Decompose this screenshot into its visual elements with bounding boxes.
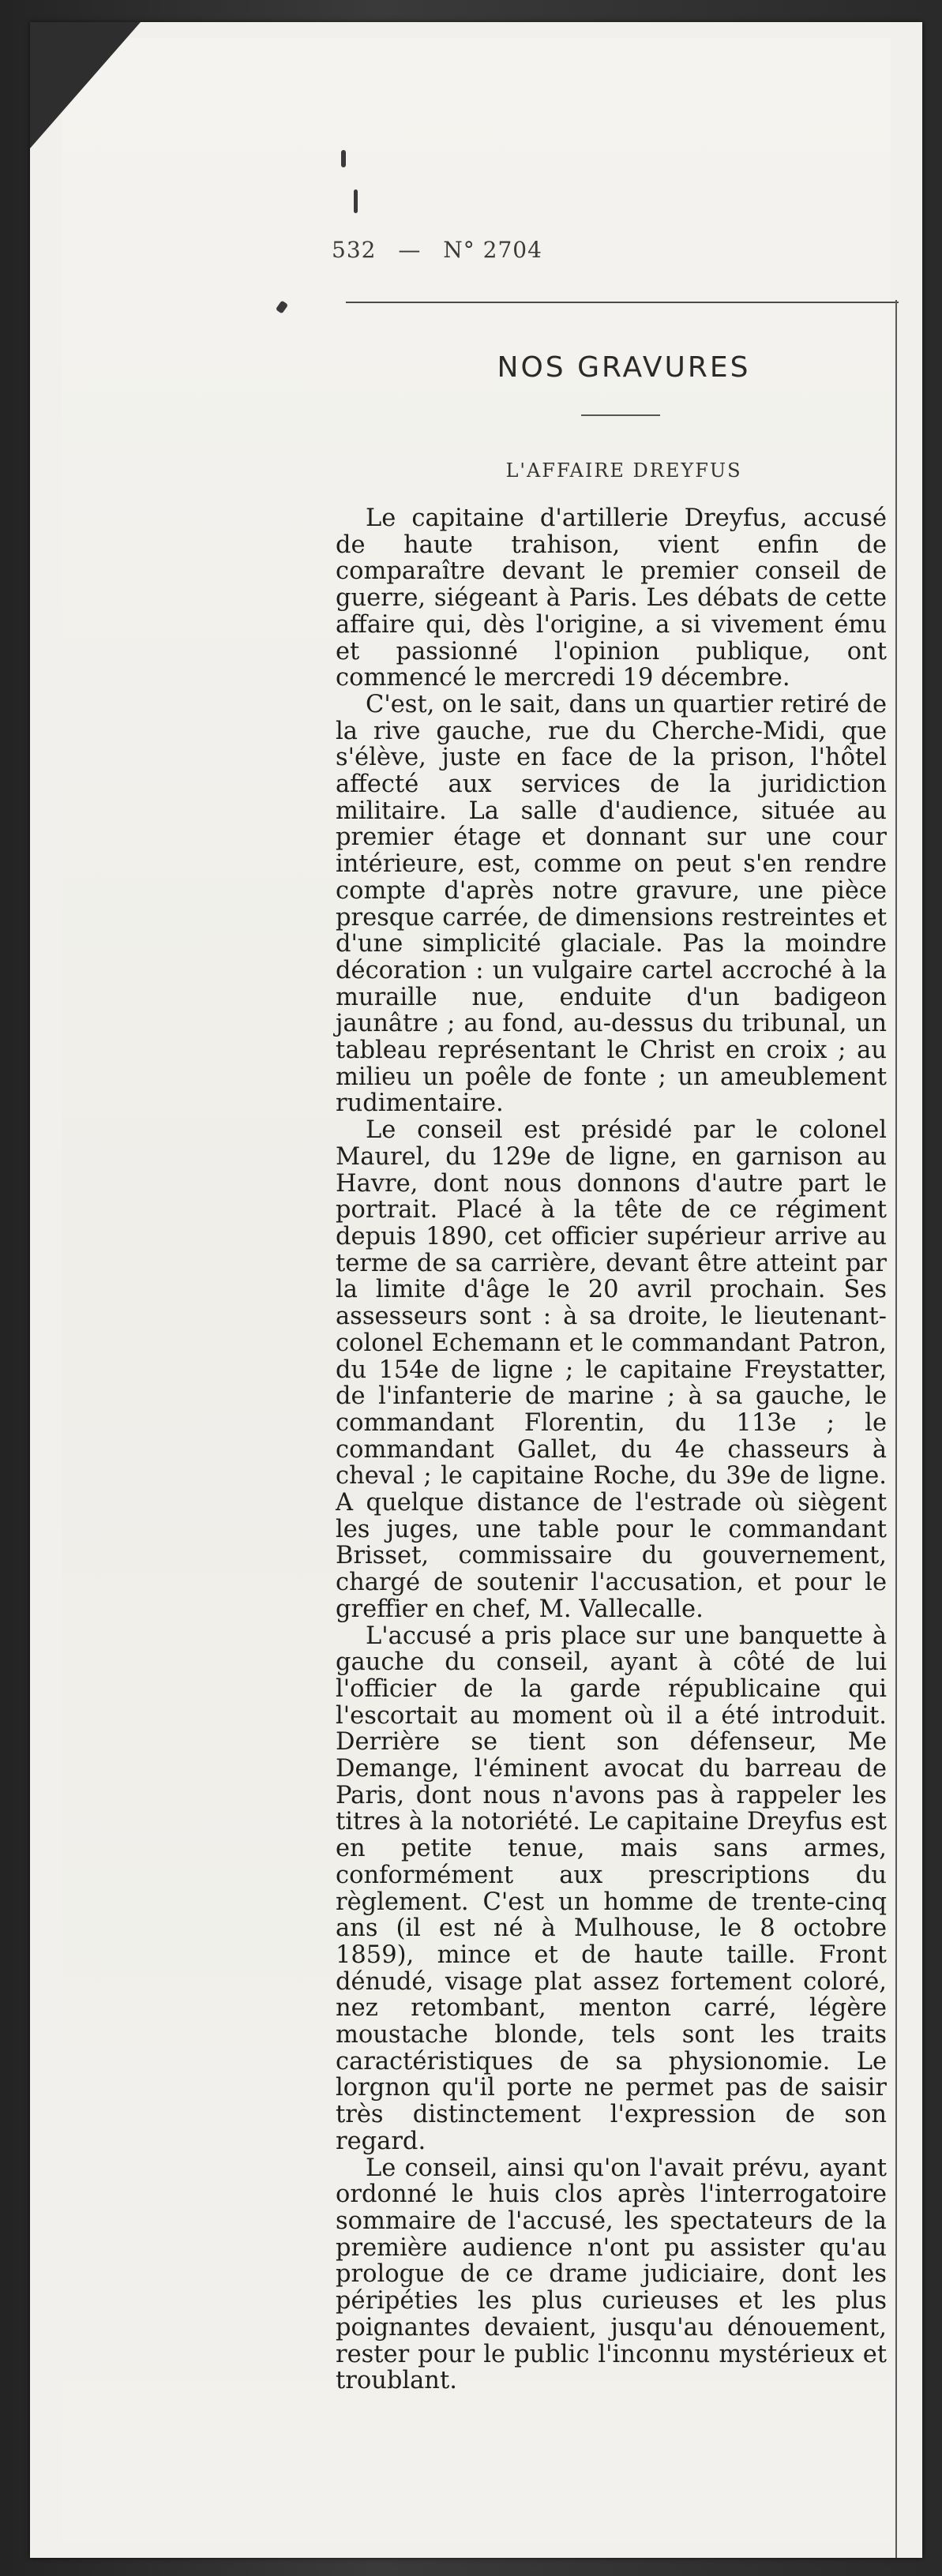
article-paragraph: Le conseil est présidé par le colonel Maurel, du 129e de ligne, en garnison au Havre, dont nous donnons d'autre part le portrait. Placé à la tête de ce régiment depuis 1890, cet officier supérieur arrive au terme de sa carrière, devant être atteint par la limite d'âge le 20 avril prochain. Ses assesseurs sont : à sa droite, le lieutenant-colonel Echemann et le commandant Patron, du 154e de ligne ; le capitaine Freystatter, de l'infanterie de marine ; à sa gauche, le commandant Florentin, du 113e ; le commandant Gallet, du 4e chasseurs à cheval ; le capitaine Roche, du 39e de ligne. A quelque distance de l'estrade où siègent les juges, une table pour le commandant Brisset, commissaire du gouvernement, chargé de soutenir l'accusation, et pour le greffier en chef, M. Vallecalle.	[336, 1116, 887, 1623]
header-rule	[346, 302, 899, 303]
article-paragraph: C'est, on le sait, dans un quartier retiré de la rive gauche, rue du Cherche-Midi, que s'élève, juste en face de la prison, l'hôtel affecté aux services de la juridiction militaire. La salle d'audience, située au premier étage et donnant sur une cour intérieure, est, comme on peut s'en rendre compte d'après notre gravure, une pièce presque carrée, de dimensions restreintes et d'une simplicité glaciale. Pas la moindre décoration : un vulgaire cartel accroché à la muraille nue, enduite d'un badigeon jaunâtre ; au fond, au-dessus du tribunal, un tableau représentant le Christ en croix ; au milieu un poêle de fonte ; un ameublement rudimentaire.	[336, 690, 887, 1118]
column-rule	[895, 300, 897, 2558]
article-paragraph: L'accusé a pris place sur une banquette à gauche du conseil, ayant à côté de lui l'officier de la garde républicaine qui l'escortait au moment où il a été introduit. Derrière se tient son défenseur, Me Demange, l'éminent avocat du barreau de Paris, dont nous n'avons pas à rappeler les titres à la notoriété. Le capitaine Dreyfus est en petite tenue, mais sans armes, conformément aux prescriptions du règlement. C'est un homme de trente-cinq ans (il est né à Mulhouse, le 8 octobre 1859), mince et de haute taille. Front dénudé, visage plat assez fortement coloré, nez retombant, menton carré, légère moustache blonde, tels sont les traits caractéristiques de sa physionomie. Le lorgnon qu'il porte ne permet pas de saisir très distinctement l'expression de son regard.	[336, 1622, 887, 2155]
ink-mark	[354, 189, 358, 213]
header-separator: —	[398, 237, 422, 263]
ink-mark	[341, 150, 346, 167]
page-header	[332, 237, 542, 263]
title-divider	[581, 414, 660, 416]
issue-number: N° 2704	[443, 237, 542, 263]
article-paragraph: Le capitaine d'artillerie Dreyfus, accusé de haute trahison, vient enfin de comparaître devant le premier conseil de guerre, siégeant à Paris. Les débats de cette affaire qui, dès l'origine, a si vivement ému et passionné l'opinion publique, ont commencé le mercredi 19 décembre.	[336, 504, 887, 692]
article-paragraph: Le conseil, ainsi qu'on l'avait prévu, ayant ordonné le huis clos après l'interrogatoire sommaire de l'accusé, les spectateurs de la première audience n'ont pu assister qu'au prologue de ce drame judiciaire, dont les péripéties les plus curieuses et les plus poignantes devaient, jusqu'au dénouement, rester pour le public l'inconnu mystérieux et troublant.	[336, 2154, 887, 2395]
section-title: NOS GRAVURES	[497, 351, 751, 384]
torn-corner	[30, 22, 141, 148]
article-title: L'AFFAIRE DREYFUS	[505, 459, 742, 482]
page-number: 532	[332, 237, 377, 263]
article-body	[336, 505, 887, 2394]
